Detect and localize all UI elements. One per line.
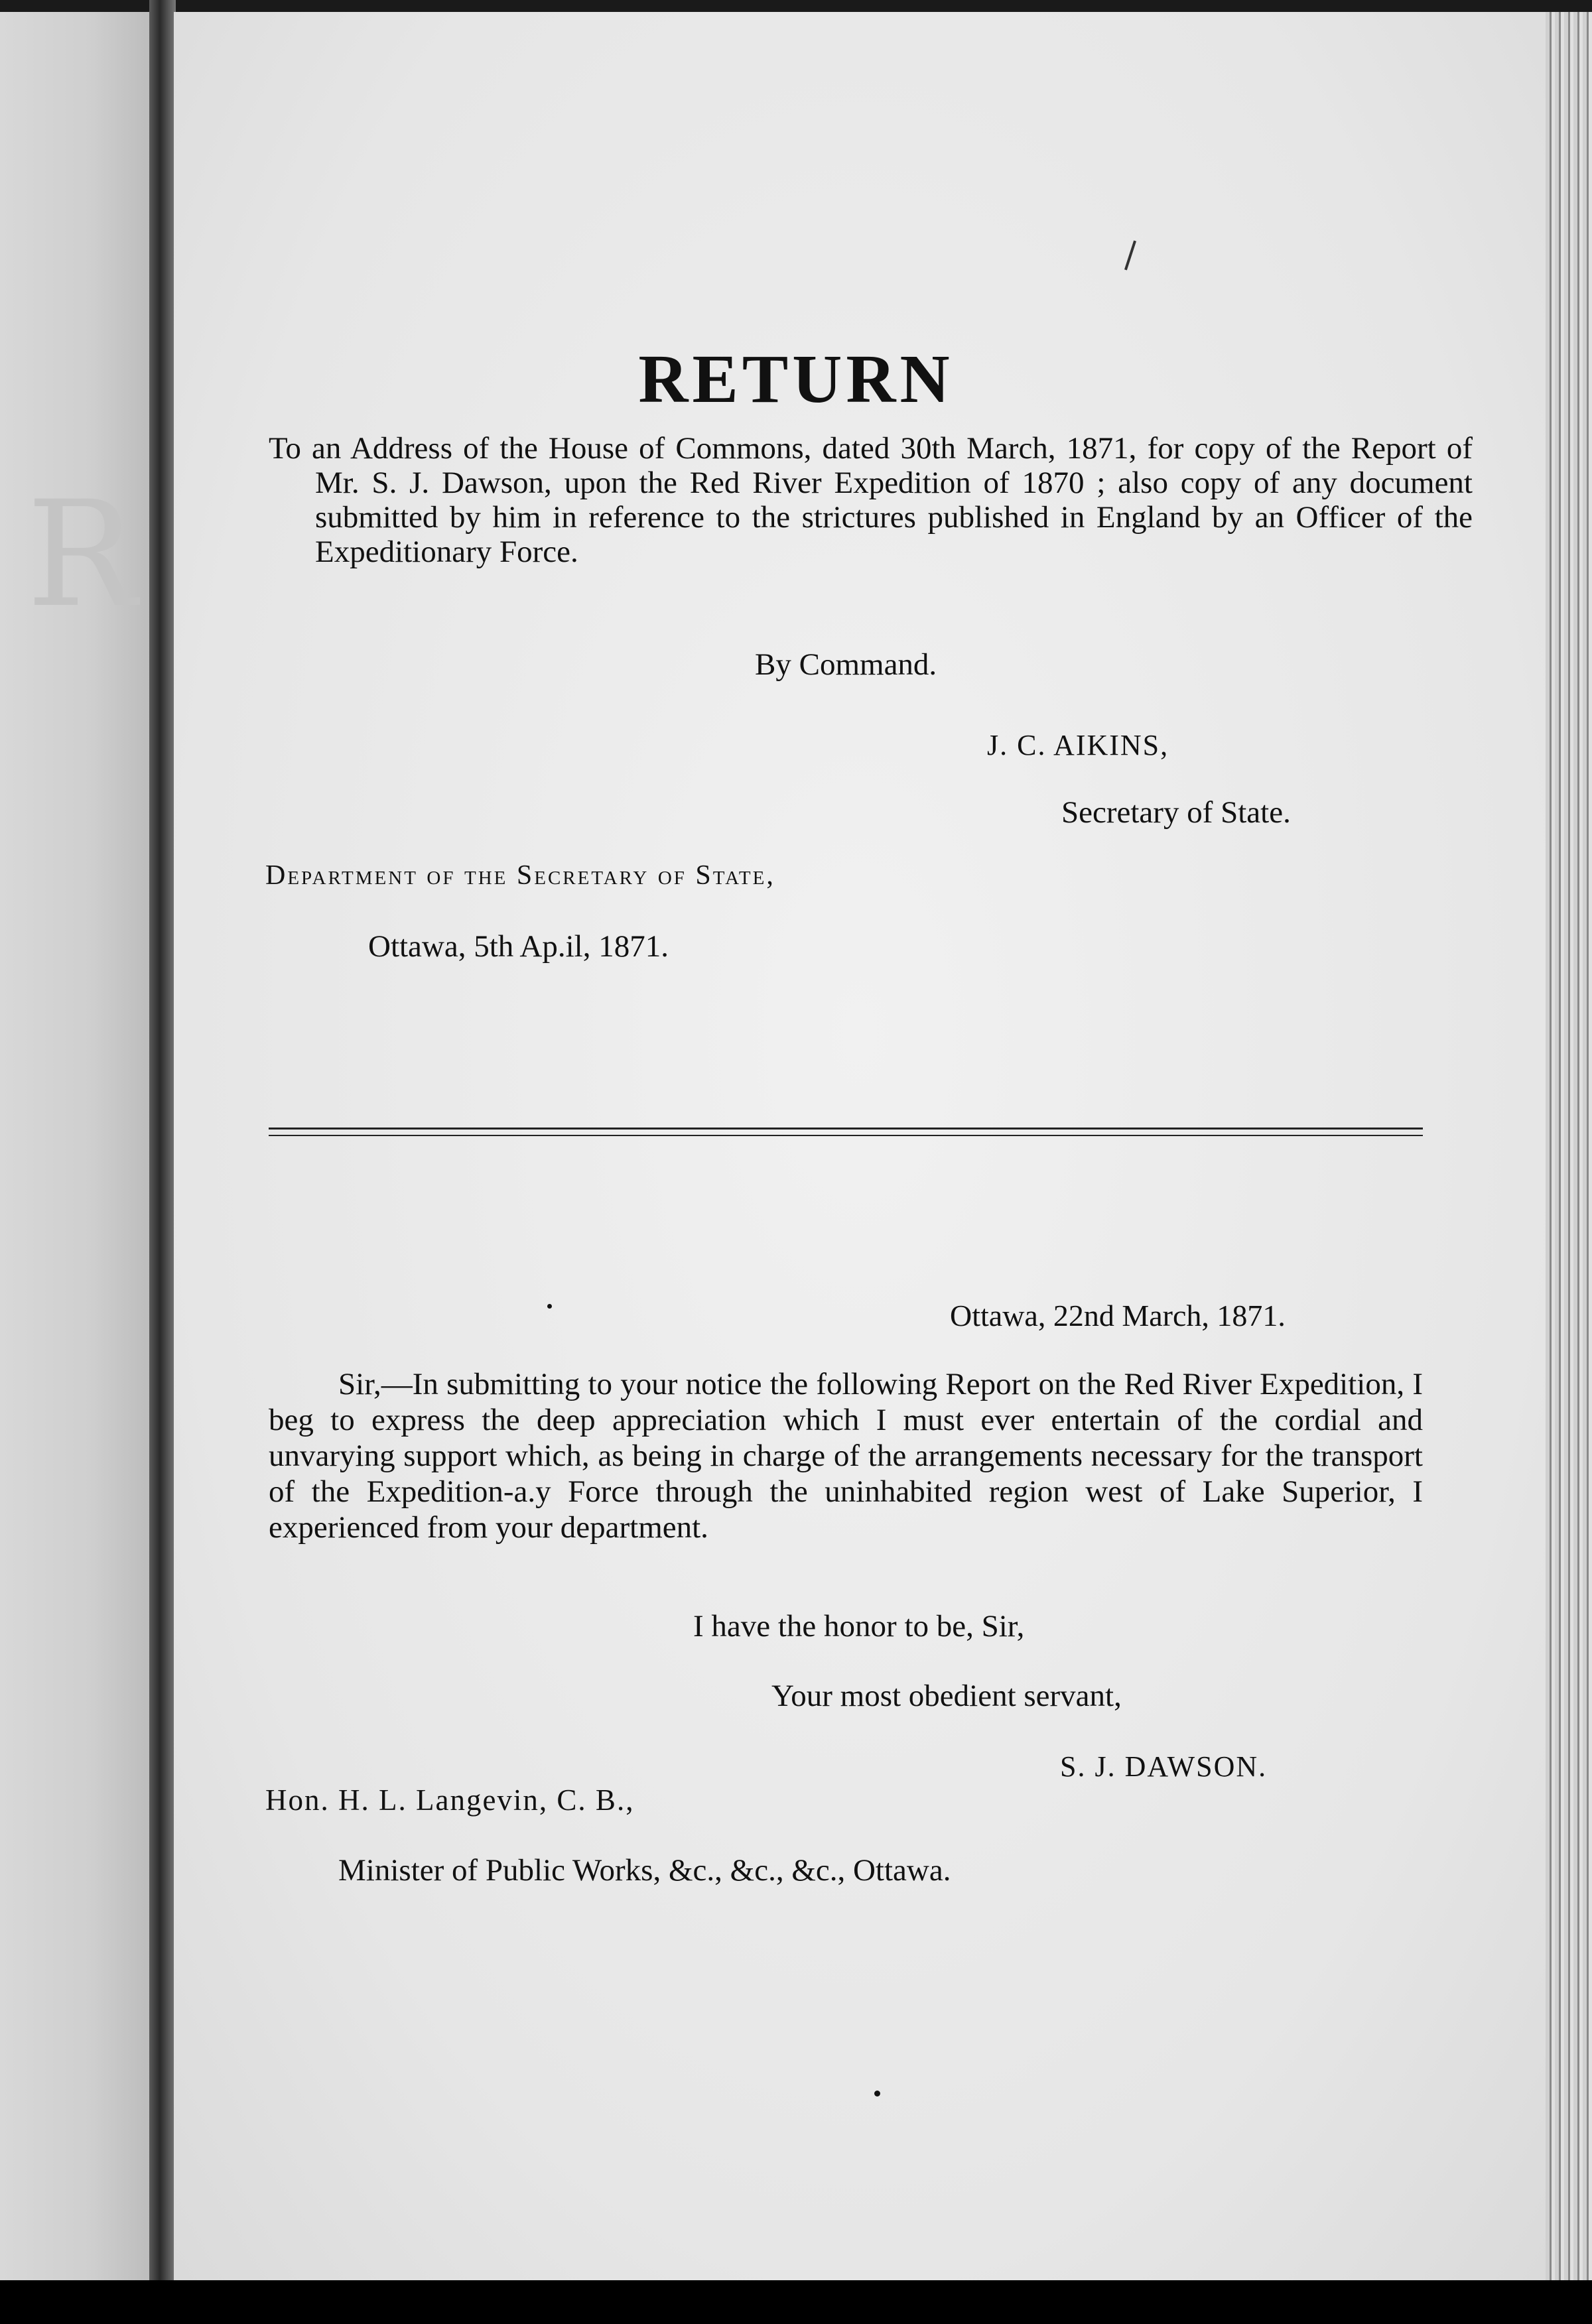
letter-body: Sir,—In submitting to your notice the following Report on the Red River Expedition, I beg to express the deep appreciation which I must ever entertain of the cordial and unvarying support which, as being in charge of the arrangements necessary for the transport of the Expedition-a.y Force through the uninhabited region west of Lake Superior, I experienced from your department. bbox=[269, 1367, 1423, 1545]
signatory-title: Secretary of State. bbox=[1061, 795, 1291, 830]
letter-date: Ottawa, 22nd March, 1871. bbox=[950, 1299, 1286, 1332]
by-command-line: By Command. bbox=[755, 647, 937, 682]
department-heading: Department of the Secretary of State, bbox=[265, 860, 775, 891]
letter-signature: S. J. DAWSON. bbox=[1060, 1750, 1268, 1783]
department-date: Ottawa, 5th Ap.il, 1871. bbox=[368, 929, 669, 964]
signatory-name: J. C. AIKINS, bbox=[987, 729, 1169, 761]
document-title: RETURN bbox=[638, 341, 954, 417]
address-paragraph: To an Address of the House of Commons, dated 30th March, 1871, for copy of the Report of Mr. S. J. Dawson, upon the Red River Expedition of 1870 ; also copy of any document submitted by him in reference to the strictures published in England by an Officer of the Expeditionary Force. bbox=[269, 431, 1473, 569]
letter-closing-line-2: Your most obedient servant, bbox=[771, 1679, 1122, 1713]
letter-recipient: Hon. H. L. Langevin, C. B., bbox=[265, 1783, 635, 1817]
ink-speck bbox=[547, 1304, 552, 1309]
letter-recipient-title: Minister of Public Works, &c., &c., &c., Ottawa. bbox=[338, 1853, 951, 1888]
double-rule-bottom bbox=[269, 1135, 1423, 1136]
letter-closing-line-1: I have the honor to be, Sir, bbox=[693, 1609, 1025, 1644]
bleed-through-glyph: R bbox=[27, 470, 137, 639]
ink-speck bbox=[874, 2091, 880, 2097]
double-rule-top bbox=[269, 1128, 1423, 1130]
bottom-border bbox=[0, 2280, 1592, 2324]
